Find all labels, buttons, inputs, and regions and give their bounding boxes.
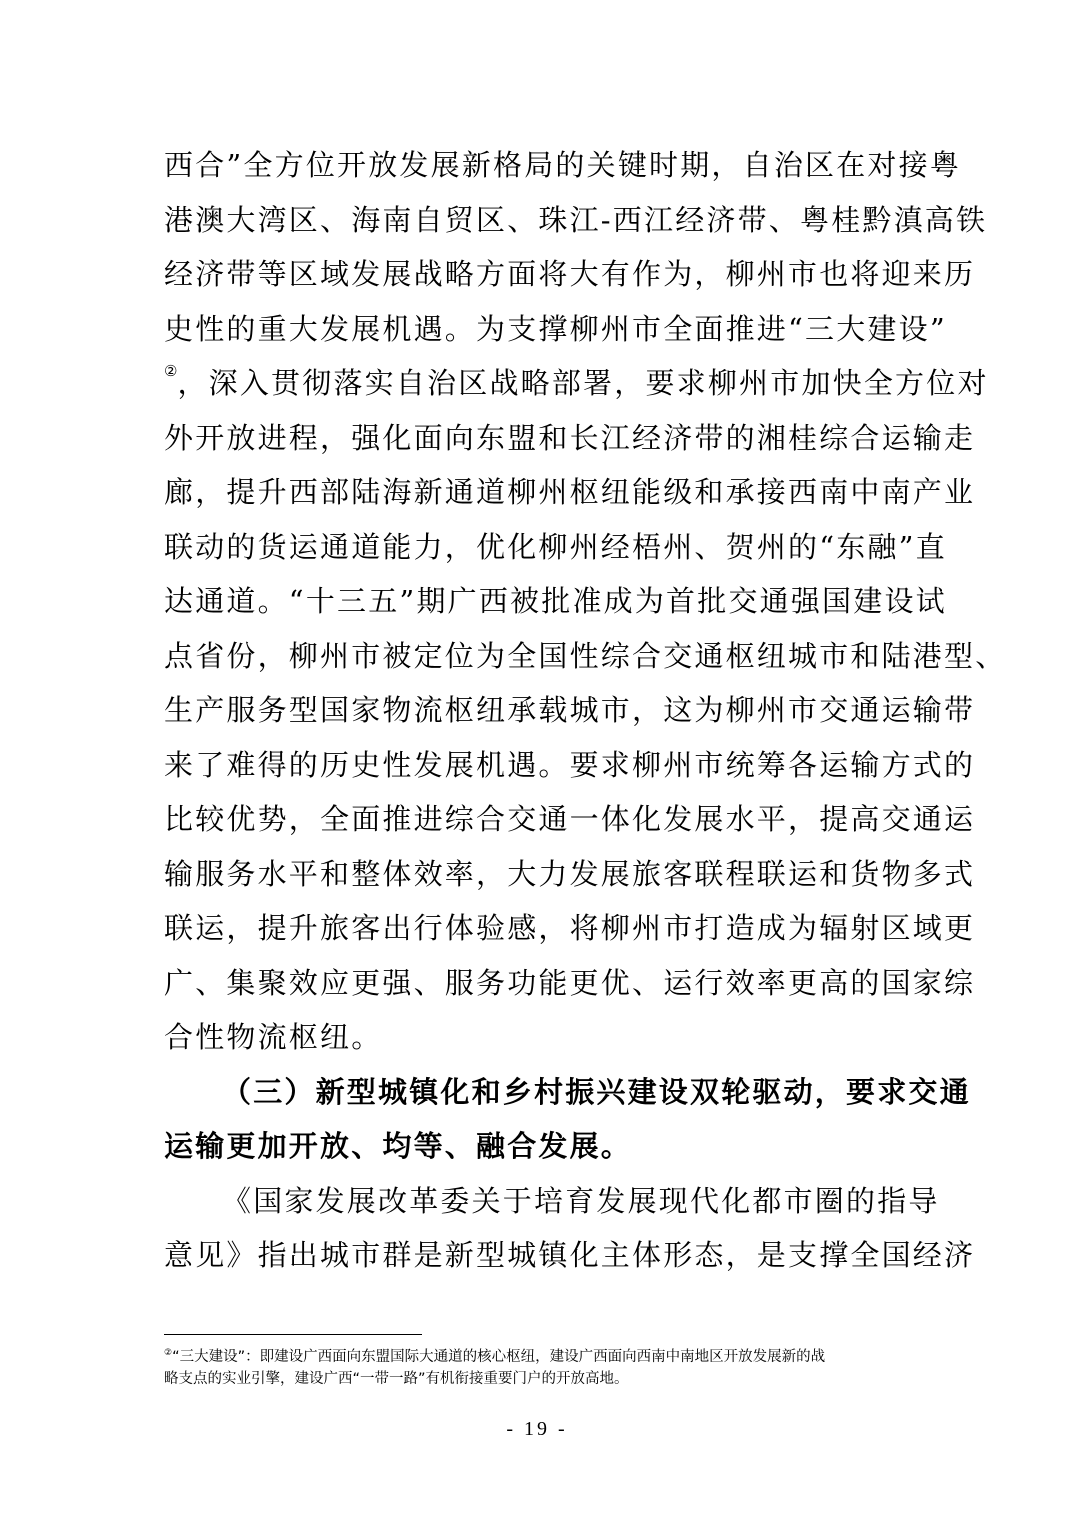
text-line-21: 意见》指出城市群是新型城镇化主体形态，是支撑全国经济: [164, 1238, 976, 1272]
footnote-marker: ②: [164, 1348, 173, 1358]
text-line-8: 联动的货运通道能力，优化柳州经梧州、贺州的“东融”直: [164, 529, 947, 564]
text-line-20: 《国家发展改革委关于培育发展现代化都市圈的指导: [222, 1183, 940, 1218]
text-line-11: 生产服务型国家物流枢纽承载城市，这为柳州市交通运输带: [164, 693, 976, 727]
text-line-7: 廊，提升西部陆海新通道柳州枢纽能级和承接西南中南产业: [164, 475, 976, 509]
text-line-13: 比较优势，全面推进综合交通一体化发展水平，提高交通运: [164, 802, 976, 836]
text-line-14: 输服务水平和整体效率，大力发展旅客联程联运和货物多式: [164, 856, 976, 891]
body-text: [164, 138, 1007, 1283]
text-line-17: 合性物流枢纽。: [164, 1020, 383, 1054]
text-line-2: 港澳大湾区、海南自贸区、珠江-西江经济带、粤桂黔滇高铁: [164, 202, 988, 237]
text-line-6: 外开放进程，强化面向东盟和长江经济带的湘桂综合运输走: [164, 420, 976, 455]
text-line-16: 广、集聚效应更强、服务功能更优、运行效率更高的国家综: [164, 965, 976, 1000]
text-line-9: 达通道。“十三五”期广西被批准成为首批交通强国建设试: [164, 584, 947, 618]
footnote-reference: ②: [164, 362, 178, 380]
footnote-line-1-text: “三大建设”：即建设广西面向东盟国际大通道的核心枢纽，建设广西面向西南中南地区开放发展新的战: [172, 1349, 826, 1365]
text-line-3: 经济带等区域发展战略方面将大有作为，柳州市也将迎来历: [164, 257, 976, 291]
text-line-15: 联运，提升旅客出行体验感，将柳州市打造成为辐射区域更: [164, 911, 976, 945]
text-line-10: 点省份，柳州市被定位为全国性综合交通枢纽城市和陆港型、: [164, 638, 1007, 673]
text-line-5: [164, 356, 989, 411]
footnote-line-2: 略支点的实业引擎，建设广西“一带一路”有机衔接重要门户的开放高地。: [164, 1371, 629, 1387]
text-line-12: 来了难得的历史性发展机遇。要求柳州市统筹各运输方式的: [164, 747, 976, 782]
section-heading-line-2: 运输更加开放、均等、融合发展。: [164, 1129, 633, 1163]
footnote-divider: [164, 1334, 422, 1335]
footnote-line-1: [164, 1346, 924, 1368]
text-line-4: 史性的重大发展机遇。为支撑柳州市全面推进“三大建设”: [164, 311, 947, 346]
text-line-5-content: ，深入贯彻落实自治区战略部署，要求柳州市加快全方位对: [177, 366, 989, 400]
section-heading-line-1: （三）新型城镇化和乡村振兴建设双轮驱动，要求交通: [222, 1074, 971, 1109]
page-number: - 19 -: [506, 1418, 568, 1440]
text-line-1: 西合”全方位开放发展新格局的关键时期，自治区在对接粤: [164, 148, 962, 182]
footnote: [164, 1346, 924, 1390]
